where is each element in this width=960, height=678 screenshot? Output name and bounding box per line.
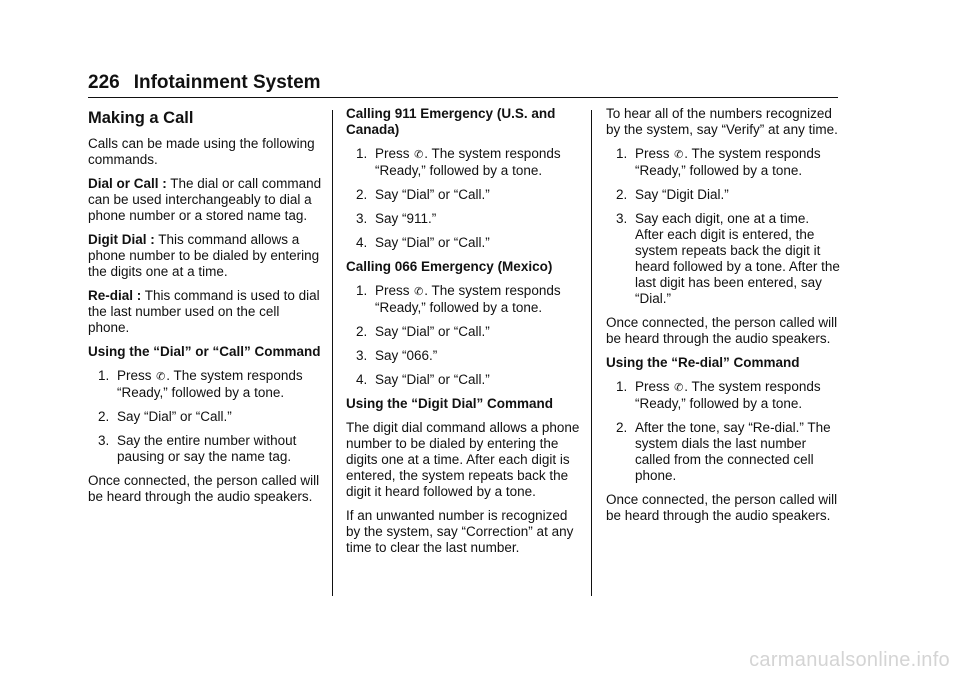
step-text: Press: [635, 146, 670, 161]
step-number: 2.: [98, 409, 110, 424]
step-number: 2.: [616, 420, 628, 435]
definition-term: Re-dial :: [88, 288, 142, 303]
step-text: Press: [117, 368, 152, 383]
section-title: Infotainment System: [133, 72, 321, 93]
correction-paragraph: If an unwanted number is recognized by the system, say “Correction” at any time to clear the last number.: [346, 508, 574, 555]
step-text: Say “Dial” or “Call.”: [375, 324, 490, 339]
watermark: carmanualsonline.info: [749, 649, 950, 671]
step-text: . The system responds “Ready,” followed by a tone.: [375, 283, 561, 315]
step-text: After the tone, say “Re-dial.” The system dials the last number called from the connected cell phone.: [635, 420, 831, 483]
verify-steps: [606, 146, 840, 307]
phone-icon: ✆: [414, 149, 424, 161]
dial-call-steps: [88, 368, 324, 465]
step-number: 3.: [98, 433, 110, 448]
making-a-call-heading: Making a Call: [88, 109, 194, 127]
definition-re-dial: [88, 288, 324, 336]
digit-dial-heading: Using the “Digit Dial” Command: [346, 396, 554, 411]
redial-heading: Using the “Re-dial” Command: [606, 355, 800, 370]
definition-text: The dial or call command can be used interchangeably to dial a phone number or a stored name tag.: [88, 176, 322, 223]
definition-digit-dial: [88, 232, 324, 280]
closing-paragraph: Once connected, the person called will be heard through the audio speakers.: [88, 473, 320, 504]
definition-text: This command allows a phone number to be dialed by entering the digits one at a time.: [88, 232, 320, 279]
step-text: Press: [375, 146, 410, 161]
header-rule: [88, 97, 838, 98]
definition-term: Dial or Call :: [88, 176, 167, 191]
step-number: 3.: [356, 348, 368, 363]
digit-dial-paragraph: The digit dial command allows a phone number to be dialed by entering the digits one at a time. After each digit is entered, the system repeats back the digit it heard followed by a tone.: [346, 420, 580, 499]
list-item: [606, 146, 840, 179]
step-text: . The system responds “Ready,” followed by a tone.: [375, 146, 561, 178]
list-item: [346, 211, 582, 227]
list-item: [606, 187, 840, 203]
definition-dial-or-call: [88, 176, 324, 224]
step-text: Press: [375, 283, 410, 298]
step-text: Say each digit, one at a time. After each digit is entered, the system repeats back the digit it heard followed by a tone. After the last digit has been entered, say “Dial.”: [635, 211, 840, 306]
list-item: [346, 187, 582, 203]
column-divider-right: [591, 110, 592, 596]
calling-066-heading: Calling 066 Emergency (Mexico): [346, 259, 553, 274]
redial-steps: [606, 379, 840, 484]
step-text: . The system responds “Ready,” followed by a tone.: [117, 368, 303, 400]
using-dial-call-heading: Using the “Dial” or “Call” Command: [88, 344, 321, 359]
step-number: 1.: [616, 379, 628, 394]
step-text: Say “Dial” or “Call.”: [375, 235, 490, 250]
list-item: [88, 409, 324, 425]
column-divider-left: [332, 110, 333, 596]
list-item: [606, 379, 840, 412]
step-text: . The system responds “Ready,” followed by a tone.: [635, 146, 821, 178]
calling-911-steps: [346, 146, 582, 251]
step-number: 1.: [356, 283, 368, 298]
step-text: Say “Dial” or “Call.”: [375, 372, 490, 387]
calling-066-steps: [346, 283, 582, 388]
step-text: . The system responds “Ready,” followed by a tone.: [635, 379, 821, 411]
step-number: 2.: [616, 187, 628, 202]
intro-paragraph: Calls can be made using the following commands.: [88, 136, 315, 167]
step-text: Say “066.”: [375, 348, 438, 363]
step-number: 2.: [356, 324, 368, 339]
verify-paragraph: To hear all of the numbers recognized by the system, say “Verify” at any time.: [606, 106, 838, 137]
step-number: 4.: [356, 235, 368, 250]
list-item: [346, 235, 582, 251]
connected-paragraph: Once connected, the person called will be heard through the audio speakers.: [606, 492, 838, 523]
list-item: [346, 283, 582, 316]
step-text: Say the entire number without pausing or say the name tag.: [117, 433, 297, 464]
phone-icon: ✆: [674, 149, 684, 161]
step-number: 4.: [356, 372, 368, 387]
column-1: [88, 106, 324, 513]
step-text: Say “Dial” or “Call.”: [117, 409, 232, 424]
phone-icon: ✆: [156, 371, 166, 383]
column-3: [606, 106, 840, 532]
list-item: [346, 146, 582, 179]
list-item: [346, 324, 582, 340]
step-number: 1.: [356, 146, 368, 161]
step-number: 1.: [616, 146, 628, 161]
connected-paragraph: Once connected, the person called will be heard through the audio speakers.: [606, 315, 838, 346]
step-text: Press: [635, 379, 670, 394]
step-text: Say “911.”: [375, 211, 437, 226]
page-header: [88, 72, 321, 94]
definition-term: Digit Dial :: [88, 232, 155, 247]
step-number: 3.: [356, 211, 368, 226]
calling-911-heading: Calling 911 Emergency (U.S. and Canada): [346, 106, 556, 137]
list-item: [606, 211, 840, 307]
step-number: 3.: [616, 211, 628, 226]
page-number: 226: [88, 72, 120, 93]
step-text: Say “Digit Dial.”: [635, 187, 729, 202]
step-number: 1.: [98, 368, 110, 383]
step-text: Say “Dial” or “Call.”: [375, 187, 490, 202]
list-item: [88, 433, 324, 465]
definition-text: This command is used to dial the last number used on the cell phone.: [88, 288, 320, 335]
list-item: [346, 348, 582, 364]
list-item: [346, 372, 582, 388]
phone-icon: ✆: [674, 382, 684, 394]
list-item: [606, 420, 840, 484]
list-item: [88, 368, 324, 401]
phone-icon: ✆: [414, 286, 424, 298]
step-number: 2.: [356, 187, 368, 202]
column-2: [346, 106, 582, 564]
